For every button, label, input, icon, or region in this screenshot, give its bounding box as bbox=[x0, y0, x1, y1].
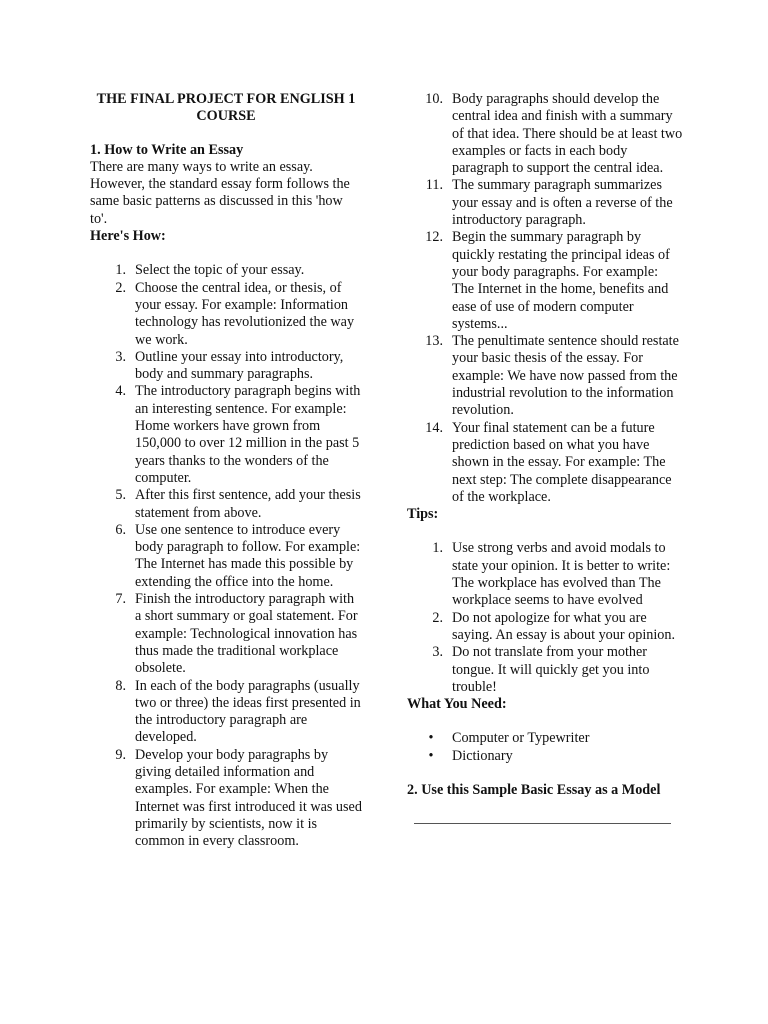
needs-list bbox=[407, 730, 683, 765]
tip-text: Do not apologize for what you are saying. An essay is about your opinion. bbox=[452, 609, 676, 643]
step-item bbox=[90, 487, 362, 522]
step-text: Outline your essay into introductory, body and summary paragraphs. bbox=[135, 348, 344, 383]
tip-text: Use strong verbs and avoid modals to state your opinion. It is better to write: The workplace has evolved than The workplace seems to have evolved bbox=[452, 540, 671, 609]
step-number: 13. bbox=[425, 333, 443, 350]
need-item bbox=[407, 730, 683, 747]
step-item bbox=[407, 177, 683, 229]
right-column bbox=[407, 91, 683, 824]
step-text: Choose the central idea, or thesis, of your essay. For example: Information technology has revolutionized the way we work. bbox=[135, 279, 355, 348]
bullet-icon: • bbox=[428, 730, 434, 747]
step-text: Begin the summary paragraph by quickly restating the principal ideas of your body paragraphs. For example: The Internet in the home, benefits and ease of use of modern computer systems... bbox=[452, 229, 670, 332]
tips-list bbox=[407, 540, 683, 696]
left-column bbox=[90, 91, 362, 850]
section-1-intro: There are many ways to write an essay. However, the standard essay form follows the same basic patterns as discussed in this 'how to'. bbox=[90, 158, 350, 227]
step-number: 5. bbox=[115, 487, 126, 504]
step-item bbox=[407, 229, 683, 333]
steps-list-left bbox=[90, 262, 362, 850]
step-item bbox=[90, 280, 362, 349]
step-number: 8. bbox=[115, 677, 126, 694]
step-item bbox=[90, 349, 362, 384]
step-text: Your final statement can be a future prediction based on what you have shown in the essay. For example: The next step: The complete disappearance of the workplace. bbox=[452, 419, 672, 505]
need-text: Computer or Typewriter bbox=[452, 730, 590, 747]
step-number: 14. bbox=[425, 419, 443, 436]
tip-item bbox=[407, 610, 683, 645]
what-you-need-label: What You Need: bbox=[407, 696, 507, 713]
tip-number: 1. bbox=[432, 540, 443, 557]
section-1-heading: 1. How to Write an Essay bbox=[90, 141, 244, 158]
step-item bbox=[90, 747, 362, 851]
step-number: 3. bbox=[115, 348, 126, 365]
need-item bbox=[407, 748, 683, 765]
step-number: 1. bbox=[115, 262, 126, 279]
document-title: THE FINAL PROJECT FOR ENGLISH 1 COURSE bbox=[96, 91, 356, 125]
step-item bbox=[90, 522, 362, 591]
section-2-heading: 2. Use this Sample Basic Essay as a Model bbox=[407, 781, 661, 798]
tip-item bbox=[407, 644, 683, 696]
step-item bbox=[90, 678, 362, 747]
step-text: The introductory paragraph begins with an interesting sentence. For example: Home workers have grown from 150,000 to over 12 million in the past 5 years thanks to the wonders of the computer. bbox=[135, 383, 361, 486]
step-text: Select the topic of your essay. bbox=[135, 262, 305, 279]
step-number: 9. bbox=[115, 746, 126, 763]
step-item bbox=[90, 262, 362, 279]
step-item bbox=[90, 383, 362, 487]
step-number: 11. bbox=[425, 177, 443, 194]
step-number: 6. bbox=[115, 521, 126, 538]
step-item bbox=[407, 333, 683, 419]
step-text: In each of the body paragraphs (usually two or three) the ideas first presented in the introductory paragraph are developed. bbox=[135, 677, 361, 746]
step-item bbox=[90, 591, 362, 677]
bullet-icon: • bbox=[428, 747, 434, 764]
step-text: Develop your body paragraphs by giving detailed information and examples. For example: When the Internet was first introduced it was used primarily by scientists, now it is common in every classroom. bbox=[135, 746, 362, 850]
tips-label: Tips: bbox=[407, 506, 439, 523]
step-number: 10. bbox=[425, 91, 443, 107]
step-text: The penultimate sentence should restate your basic thesis of the essay. For example: We have now passed from the industrial revolution to the information revolution. bbox=[452, 333, 679, 419]
step-text: Use one sentence to introduce every body paragraph to follow. For example: The Internet has made this possible by extending the office into the home. bbox=[135, 521, 361, 590]
tip-text: Do not translate from your mother tongue. It will quickly get you into trouble! bbox=[452, 644, 650, 695]
step-number: 2. bbox=[115, 279, 126, 296]
heres-how-label: Here's How: bbox=[90, 228, 166, 245]
step-item bbox=[407, 420, 683, 506]
step-text: After this first sentence, add your thesis statement from above. bbox=[135, 487, 361, 521]
steps-list-right bbox=[407, 91, 683, 506]
need-text: Dictionary bbox=[452, 747, 513, 764]
step-text: Finish the introductory paragraph with a short summary or goal statement. For example: Technological innovation has thus made the traditional workplace obsolete. bbox=[135, 591, 358, 677]
tip-number: 2. bbox=[432, 609, 443, 626]
step-item bbox=[407, 91, 683, 177]
step-number: 12. bbox=[425, 229, 443, 246]
tip-number: 3. bbox=[432, 644, 443, 661]
step-text: The summary paragraph summarizes your essay and is often a reverse of the introductory paragraph. bbox=[452, 177, 673, 229]
tip-item bbox=[407, 540, 683, 609]
step-number: 7. bbox=[115, 591, 126, 608]
step-number: 4. bbox=[115, 383, 126, 400]
horizontal-rule bbox=[414, 823, 671, 824]
step-text: Body paragraphs should develop the central idea and finish with a summary of that idea. There should be at least two examples or facts in each body paragraph to support the central idea. bbox=[452, 91, 683, 177]
